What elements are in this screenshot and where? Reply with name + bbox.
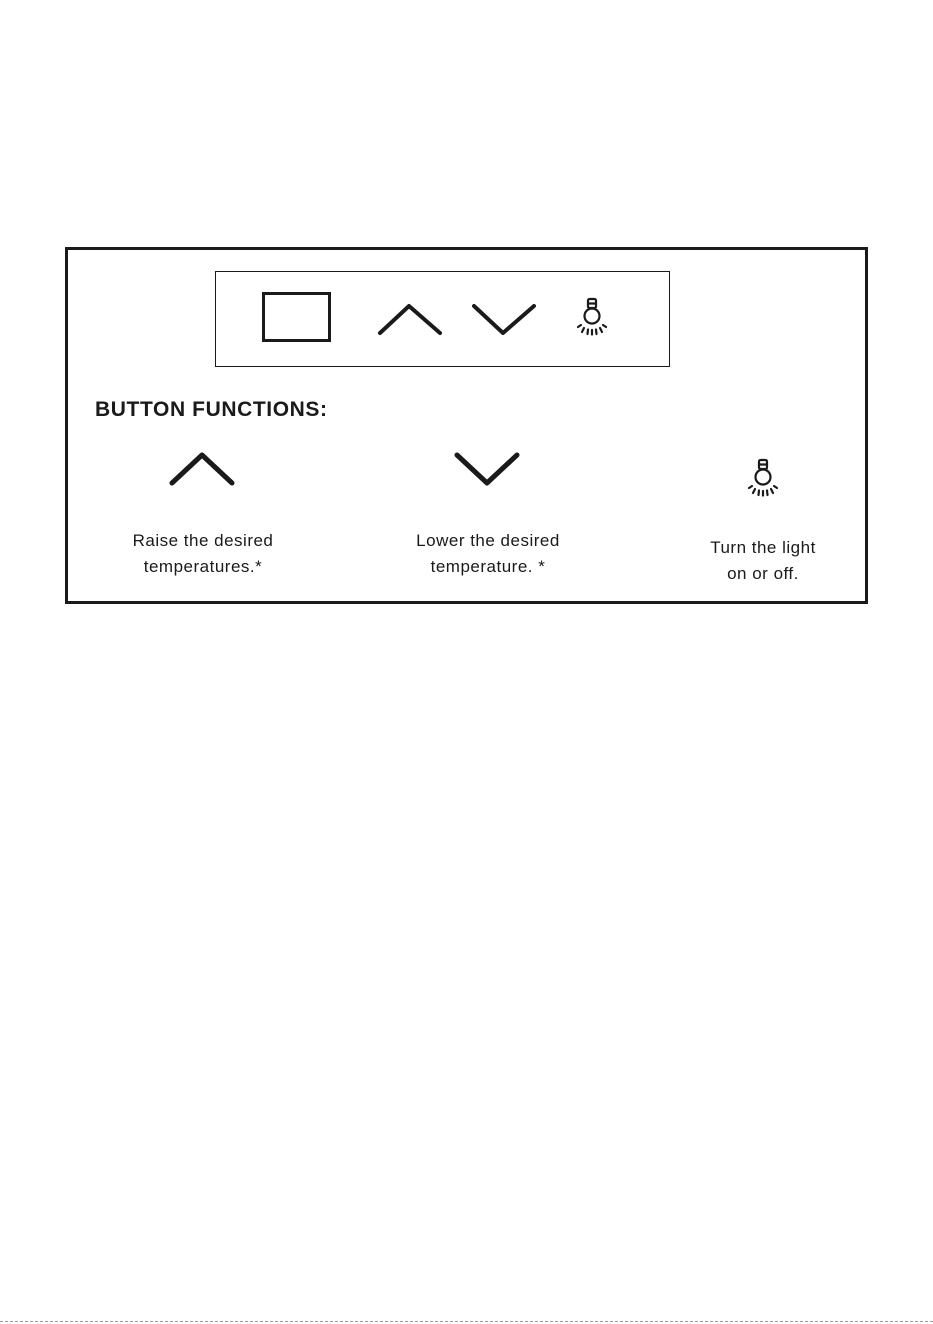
function-light <box>683 457 843 587</box>
chevron-up-icon <box>168 448 238 488</box>
function-lower-description <box>398 528 578 580</box>
function-raise-line2: temperatures.* <box>143 557 263 576</box>
function-raise-description <box>113 528 293 580</box>
function-light-description <box>683 535 843 587</box>
function-lower <box>398 448 578 580</box>
light-bulb-icon <box>745 457 781 499</box>
down-button[interactable] <box>470 300 540 338</box>
page-bottom-rule <box>0 1321 933 1322</box>
control-panel <box>215 271 670 367</box>
section-heading: BUTTON FUNCTIONS: <box>95 398 328 421</box>
button-functions-frame <box>65 247 868 604</box>
up-button[interactable] <box>376 300 446 338</box>
function-raise-line1: Raise the desired <box>132 531 274 550</box>
function-lower-line1: Lower the desired <box>416 531 560 550</box>
light-bulb-icon <box>578 299 606 335</box>
chevron-up-icon <box>380 306 440 333</box>
function-light-line1: Turn the light <box>710 538 816 557</box>
function-light-line2: on or off. <box>727 564 799 583</box>
function-raise <box>113 448 293 580</box>
light-button[interactable] <box>574 296 610 338</box>
display-button[interactable] <box>262 292 331 342</box>
chevron-down-icon <box>453 448 523 488</box>
function-lower-line2: temperature. * <box>430 557 546 576</box>
chevron-down-icon <box>474 306 534 333</box>
